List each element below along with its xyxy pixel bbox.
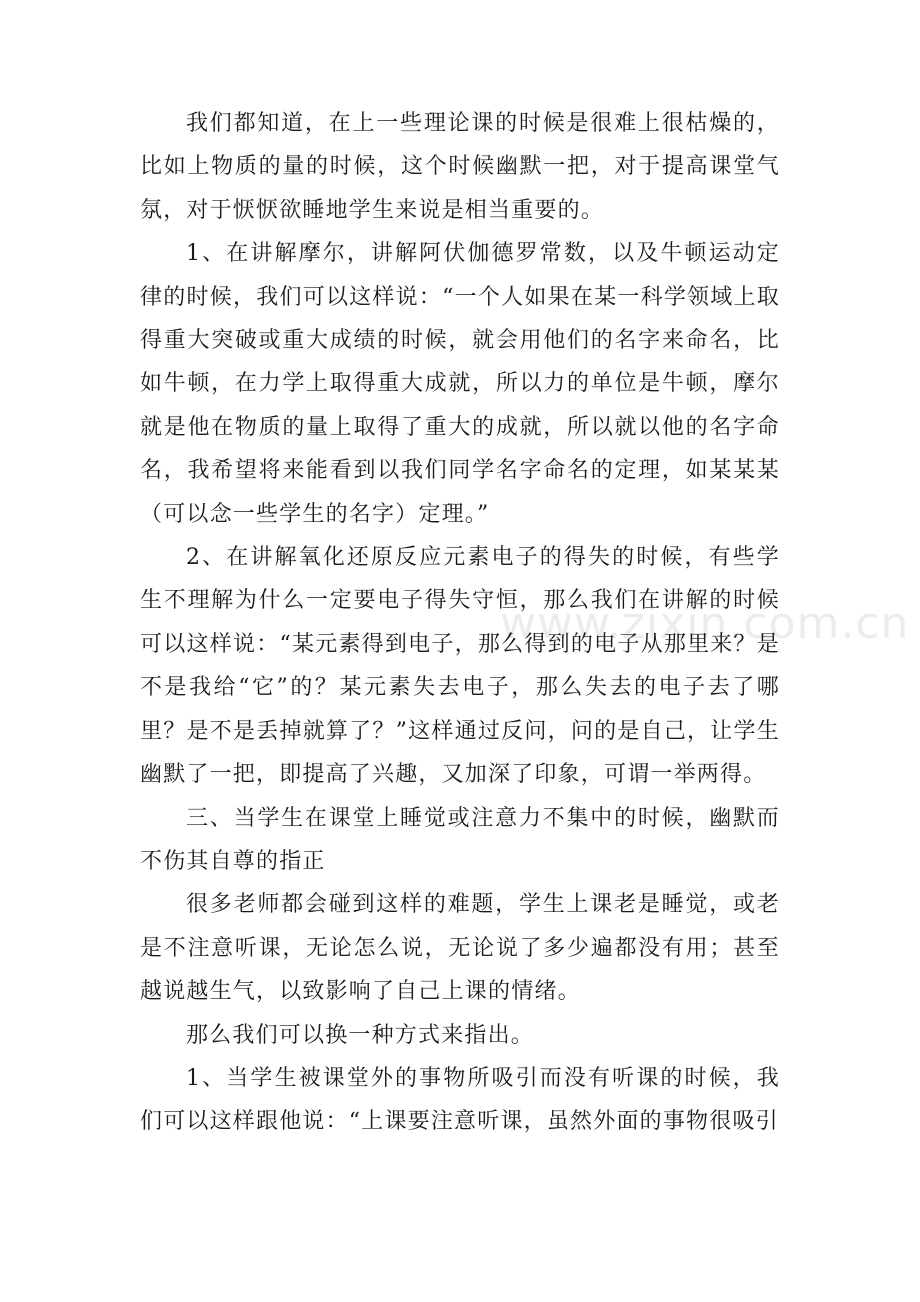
- paragraph-intro: 我们都知道，在上一些理论课的时候是很难上很枯燥的，比如上物质的量的时候，这个时候幽默一把，对于提高课堂气氛，对于恹恹欲睡地学生来说是相当重要的。: [140, 111, 780, 223]
- paragraph-problem: 很多老师都会碰到这样的难题，学生上课老是睡觉，或老是不注意听课，无论怎么说，无论说了多少遍都没有用；甚至越说越生气，以致影响了自己上课的情绪。: [140, 892, 780, 1005]
- watermark-text: www.zixin.com.cn: [500, 598, 910, 649]
- paragraph-item-1-distraction: 1、当学生被课堂外的事物所吸引而没有听课的时候，我们可以这样跟他说：“上课要注意听课，虽然外面的事物很吸引: [140, 1065, 780, 1135]
- paragraph-item-2-redox: 2、在讲解氧化还原反应元素电子的得失的时候，有些学生不理解为什么一定要电子得失守恒，那么我们在讲解的时候可以这样说：“某元素得到电子，那么得到的电子从那里来？是不是我给“它”的？某元素失去电子，那么失去的电子去了哪里？是不是丢掉就算了？”这样通过反问，问的是自己，让学生幽默了一把，即提高了兴趣，又加深了印象，可谓一举两得。: [140, 545, 780, 788]
- section-heading-3: 三、当学生在课堂上睡觉或注意力不集中的时候，幽默而不伤其自尊的指正: [140, 805, 780, 874]
- document-body: [140, 102, 780, 1144]
- paragraph-approach: 那么我们可以换一种方式来指出。: [186, 1022, 535, 1048]
- paragraph-item-1-mole: 1、在讲解摩尔，讲解阿伏伽德罗常数，以及牛顿运动定律的时候，我们可以这样说：“一个人如果在某一科学领域上取得重大突破或重大成绩的时候，就会用他们的名字来命名，比如牛顿，在力学上取得重大成就，所以力的单位是牛顿，摩尔就是他在物质的量上取得了重大的成就，所以就以他的名字命名，我希望将来能看到以我们同学名字命名的定理，如某某某（可以念一些学生的名字）定理。”: [140, 241, 780, 527]
